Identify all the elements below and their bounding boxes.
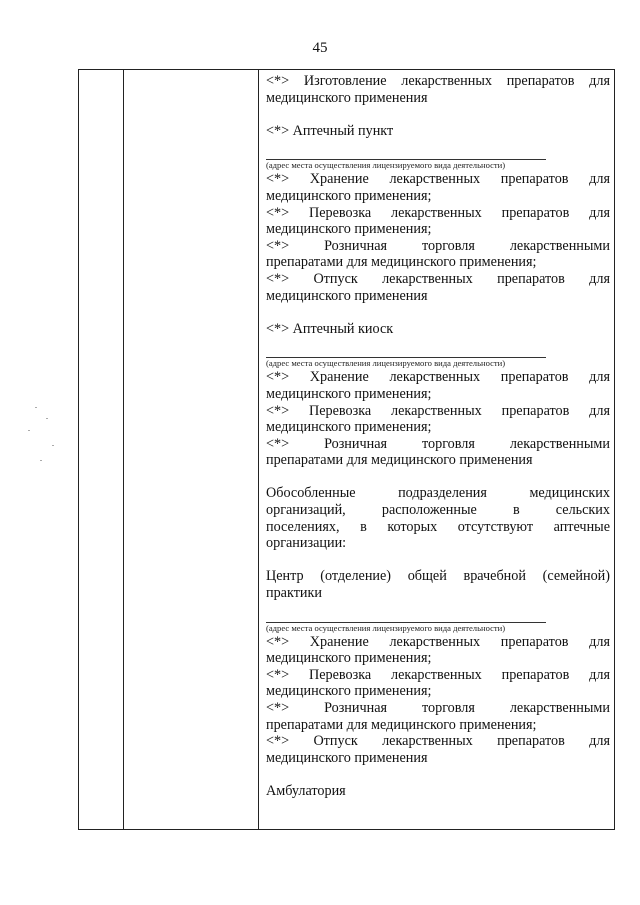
license-table (78, 69, 615, 830)
address-blank-line (266, 610, 546, 623)
text-line: <*> Хранение лекарственных препаратов для (266, 369, 610, 386)
scan-speck (46, 418, 48, 419)
address-blank-line (266, 147, 546, 160)
text-line: практики (266, 585, 322, 602)
text-line: препаратами для медицинского применения (266, 452, 533, 469)
scan-speck (28, 430, 30, 431)
text-line: <*> Перевозка лекарственных препаратов для (266, 402, 610, 419)
text-line: <*> Перевозка лекарственных препаратов для (266, 204, 610, 221)
text-line: <*> Перевозка лекарственных препаратов для (266, 666, 610, 683)
text-line: организаций, расположенные в сельских (266, 502, 610, 519)
text-line: медицинского применения; (266, 650, 432, 667)
text-line: медицинского применения; (266, 419, 432, 436)
text-line: <*> Розничная торговля лекарственными (266, 700, 610, 716)
address-caption: (адрес места осуществления лицензируемого вида деятельности) (266, 358, 506, 369)
text-line: <*> Хранение лекарственных препаратов для (266, 633, 610, 650)
section-heading: <*> Аптечный киоск (266, 320, 394, 337)
text-line: медицинского применения; (266, 221, 432, 238)
page-number: 45 (312, 40, 328, 56)
text-line: Центр (отделение) общей врачебной (семейной) (266, 568, 610, 585)
text-line: организации: (266, 535, 347, 552)
text-line: препаратами для медицинского применения; (266, 254, 537, 271)
text-line: <*> Розничная торговля лекарственными (266, 237, 610, 254)
text-line: препаратами для медицинского применения; (266, 716, 537, 733)
scan-speck (40, 460, 42, 461)
column-divider (258, 70, 259, 829)
address-caption: (адрес места осуществления лицензируемого вида деятельности) (266, 160, 506, 171)
text-line: медицинского применения (266, 89, 428, 106)
text-line: медицинского применения; (266, 187, 432, 204)
address-caption: (адрес места осуществления лицензируемого вида деятельности) (266, 622, 506, 633)
text-line: Обособленные подразделения медицинских (266, 485, 610, 502)
text-line: <*> Розничная торговля лекарственными (266, 435, 610, 452)
section-heading: <*> Аптечный пункт (266, 122, 394, 139)
text-line: медицинского применения; (266, 385, 432, 402)
section-heading: Амбулатория (266, 782, 346, 799)
text-line: медицинского применения; (266, 683, 432, 700)
text-line: поселениях, в которых отсутствуют аптечные (266, 518, 610, 535)
address-blank-line (266, 345, 546, 358)
scan-speck (52, 445, 54, 446)
column-divider (123, 70, 124, 829)
text-line: медицинского применения (266, 287, 428, 304)
activity-cell (266, 73, 610, 800)
text-line: <*> Отпуск лекарственных препаратов для (266, 733, 610, 750)
text-line: <*> Изготовление лекарственных препаратов для (266, 73, 610, 89)
text-line: <*> Отпуск лекарственных препаратов для (266, 270, 610, 287)
scan-speck (35, 407, 37, 408)
text-line: <*> Хранение лекарственных препаратов для (266, 171, 610, 188)
text-line: медицинского применения (266, 749, 428, 766)
